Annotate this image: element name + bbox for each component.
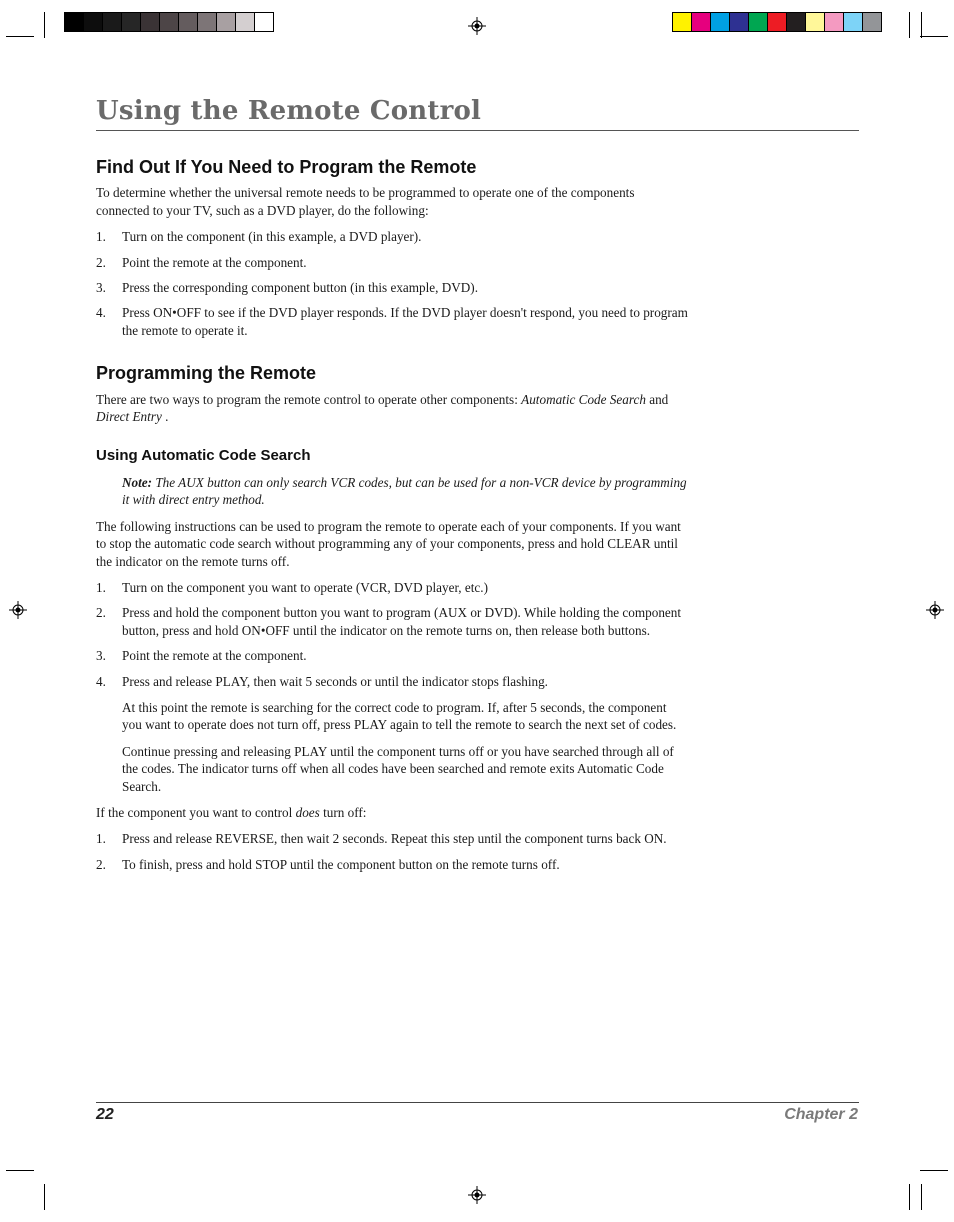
color-swatch <box>711 13 730 31</box>
color-swatch <box>103 13 122 31</box>
color-swatch <box>141 13 160 31</box>
color-swatch <box>198 13 217 31</box>
grayscale-color-bar <box>64 12 274 32</box>
page-content <box>96 159 688 882</box>
search-explanation: At this point the remote is searching for the correct code to program. If, after 5 seconds, the component you want to operate does not turn off, press PLAY again to tell the remote to search the next set of codes. <box>122 699 677 733</box>
color-swatch <box>844 13 863 31</box>
find-out-steps <box>96 228 688 339</box>
registration-mark-icon <box>468 1186 486 1204</box>
title-rule <box>96 130 859 131</box>
auto-search-steps <box>96 579 688 690</box>
registration-mark-icon <box>468 17 486 35</box>
final-steps <box>96 830 688 873</box>
section-heading-programming: Programming the Remote <box>96 363 317 384</box>
list-item: 1. Turn on the component you want to operate (VCR, DVD player, etc.) <box>96 579 488 595</box>
section-heading-find-out: Find Out If You Need to Program the Remote <box>96 157 477 177</box>
color-swatch <box>255 13 273 31</box>
list-item: 3. Press the corresponding component button (in this example, DVD). <box>96 280 478 296</box>
color-swatch <box>863 13 881 31</box>
color-swatch <box>179 13 198 31</box>
process-color-bar <box>672 12 882 32</box>
color-swatch <box>673 13 692 31</box>
color-swatch <box>768 13 787 31</box>
color-swatch <box>84 13 103 31</box>
color-swatch <box>65 13 84 31</box>
page-number: 22 <box>96 1106 114 1123</box>
list-item: 2. Press and hold the component button you want to program (AUX or DVD). While holding the component button, press and hold ON•OFF until the indicator on the remote turns on, then release both buttons. <box>96 605 682 638</box>
color-swatch <box>825 13 844 31</box>
list-item: 4. Press and release PLAY, then wait 5 seconds or until the indicator stops flashing. <box>96 673 548 689</box>
color-swatch <box>749 13 768 31</box>
color-swatch <box>122 13 141 31</box>
note: Note: The AUX button can only search VCR codes, but can be used for a non-VCR device by programming it with direct entry method. <box>122 474 687 508</box>
color-swatch <box>806 13 825 31</box>
list-item: 2. Point the remote at the component. <box>96 254 307 270</box>
color-swatch <box>217 13 236 31</box>
find-out-intro: To determine whether the universal remote needs to be programmed to operate one of the components connected to your TV, such as a DVD player, do the following: <box>96 185 635 218</box>
color-swatch <box>160 13 179 31</box>
color-swatch <box>787 13 806 31</box>
programming-intro: There are two ways to program the remote control to operate other components: Automatic Code Search and Direct Entry . <box>96 391 669 425</box>
list-item: 1. Turn on the component (in this example, a DVD player). <box>96 229 422 245</box>
registration-mark-icon <box>926 601 944 619</box>
list-item: 1. Press and release REVERSE, then wait 2 seconds. Repeat this step until the component turns back ON. <box>96 831 667 847</box>
color-swatch <box>236 13 255 31</box>
auto-search-intro: The following instructions can be used to program the remote to operate each of your components. If you want to stop the automatic code search without programming any of your components, press and hold CLEAR until the indicator on the remote turns off. <box>96 518 681 569</box>
chapter-label: Chapter 2 <box>784 1106 858 1123</box>
list-item: 4. Press ON•OFF to see if the DVD player responds. If the DVD player doesn't respond, you need to program the remote to operate it. <box>96 305 688 338</box>
footer-rule <box>96 1102 859 1103</box>
list-item: 3. Point the remote at the component. <box>96 648 307 664</box>
list-item: 2. To finish, press and hold STOP until the component button on the remote turns off. <box>96 856 560 872</box>
page-title: Using the Remote Control <box>96 96 482 126</box>
registration-mark-icon <box>9 601 27 619</box>
color-swatch <box>730 13 749 31</box>
color-swatch <box>692 13 711 31</box>
turn-off-lead: If the component you want to control does turn off: <box>96 804 367 820</box>
continue-explanation: Continue pressing and releasing PLAY until the component turns off or you have searched through all of the codes. The indicator turns off when all codes have been searched and remote exits Automatic Code Search. <box>122 743 674 794</box>
section-heading-auto-search: Using Automatic Code Search <box>96 447 311 465</box>
